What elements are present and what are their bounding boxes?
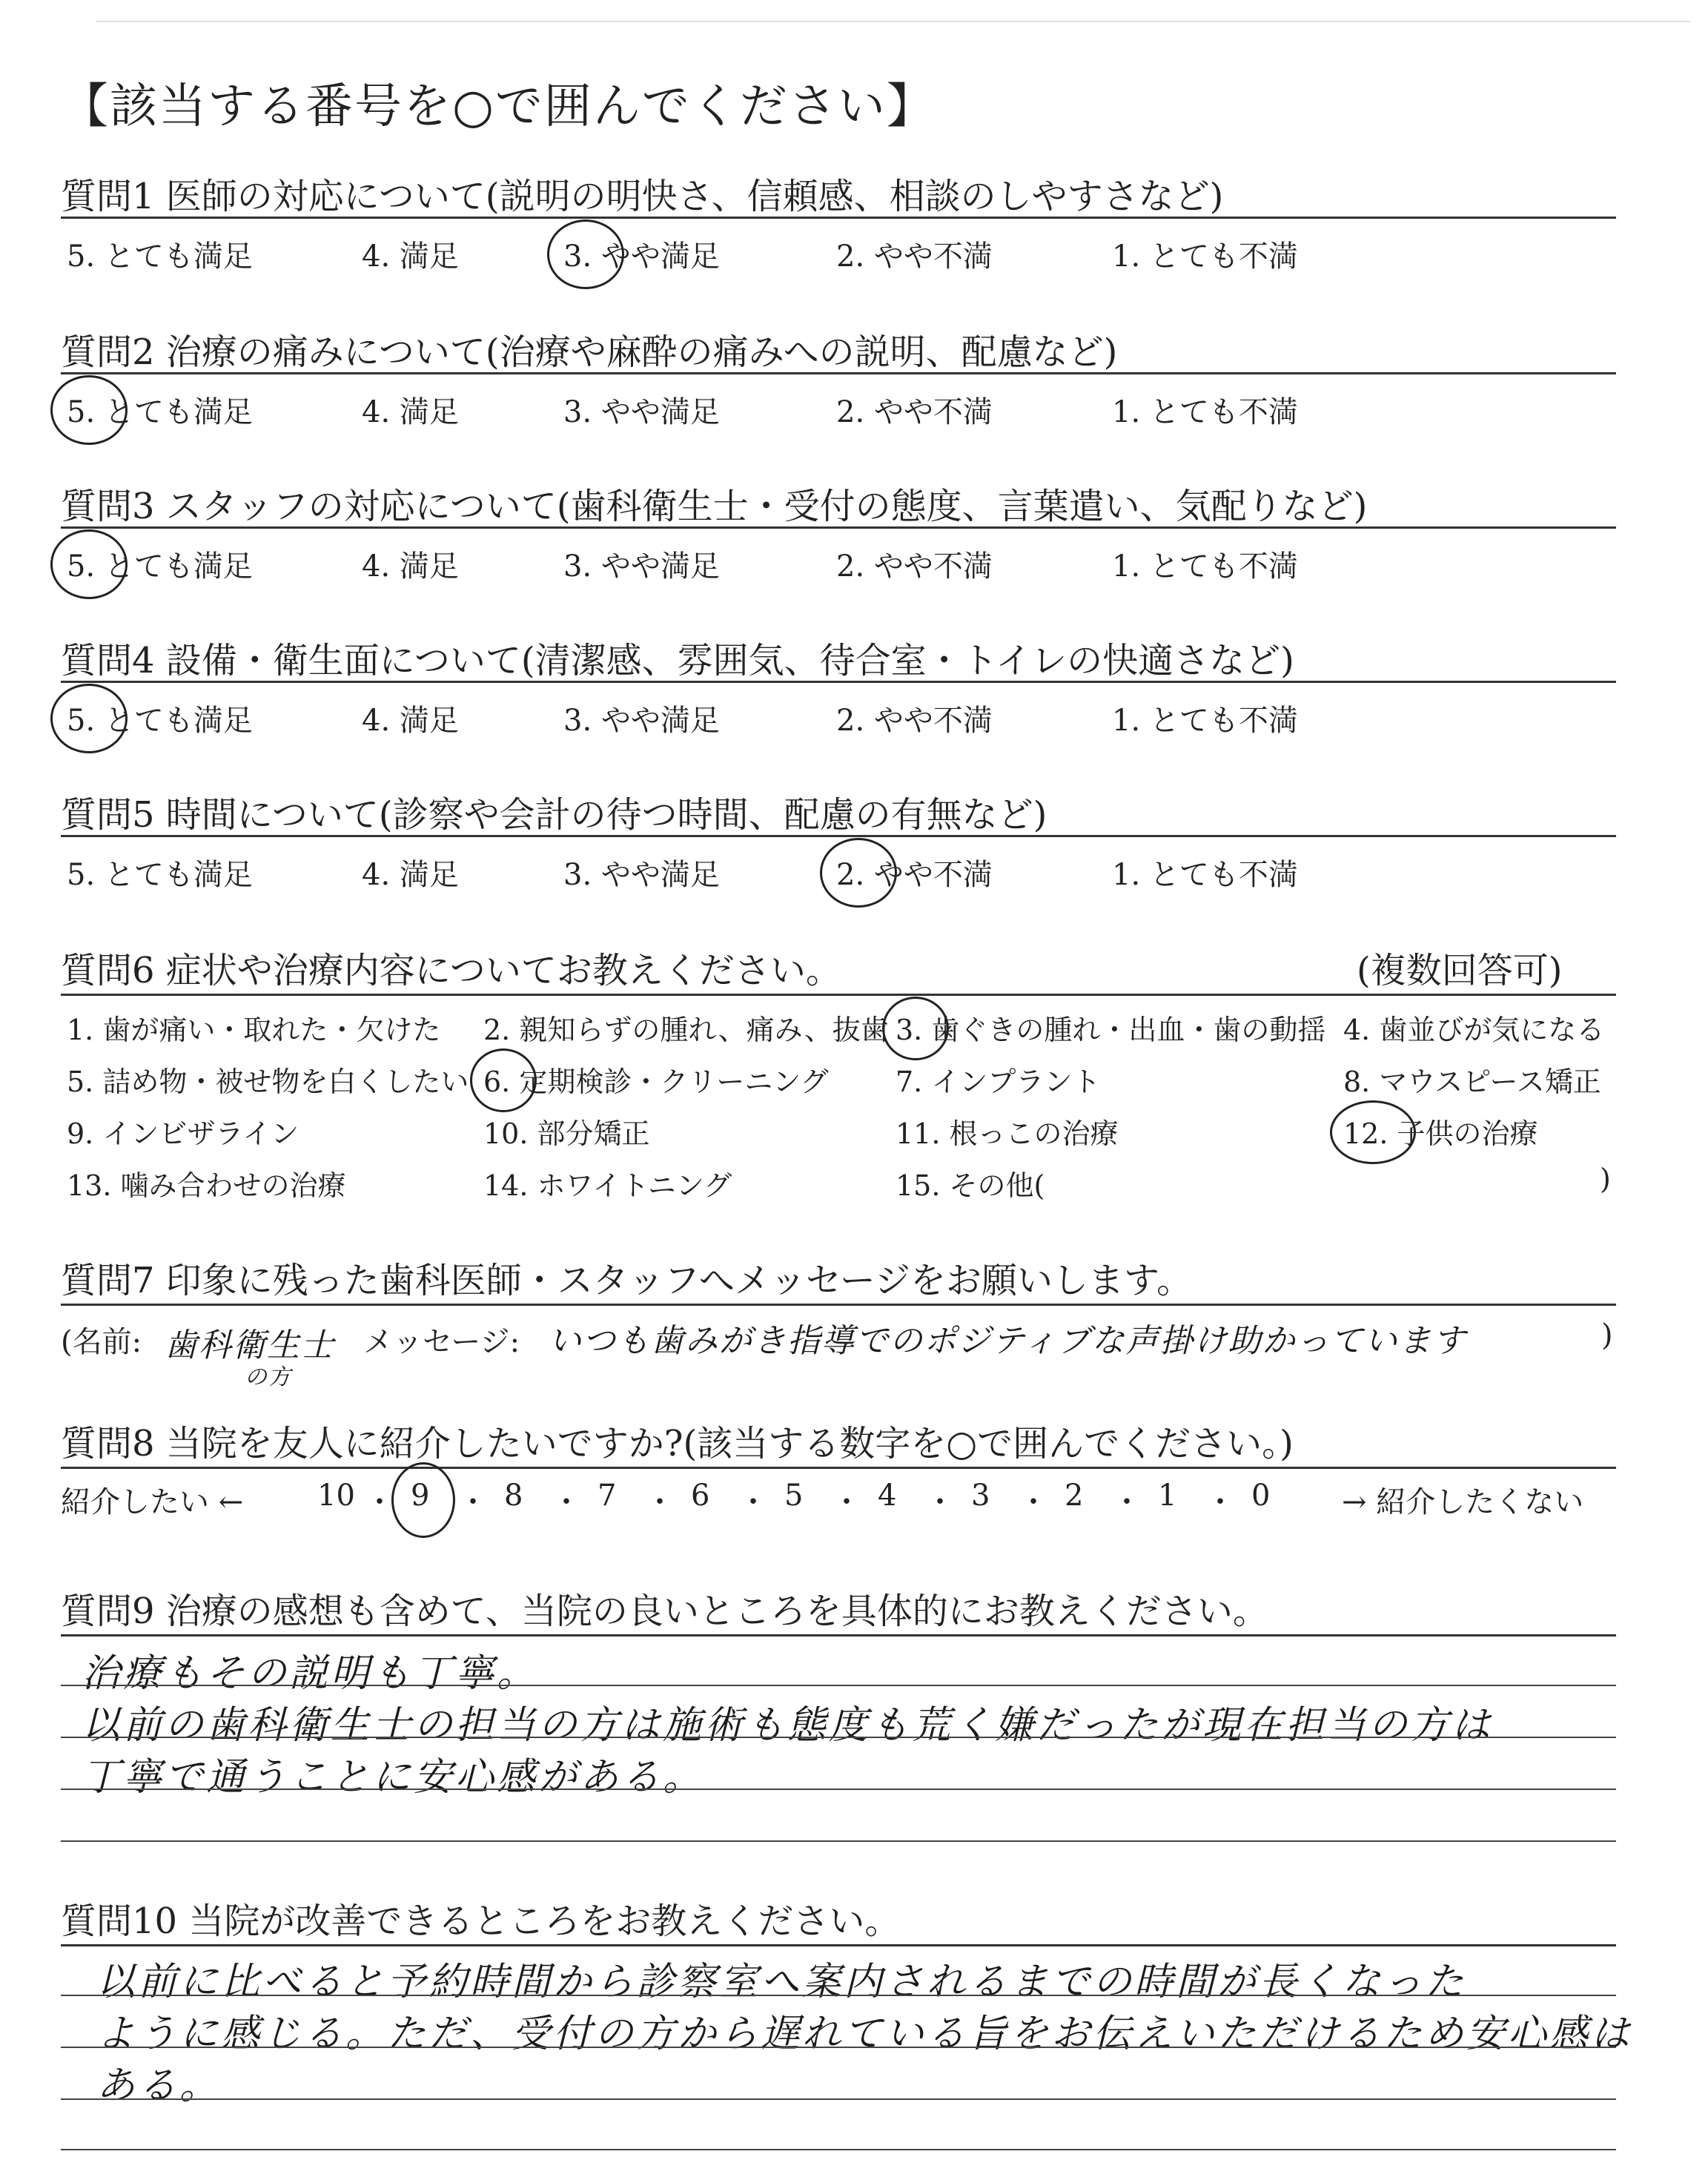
- q10-write-line: [61, 1995, 1616, 1996]
- q9-write-line: [61, 1840, 1616, 1842]
- q8-scale-9: 9: [411, 1479, 430, 1513]
- q9-answer-line: 以前の歯科衛生士の担当の方は施術も態度も荒く嫌だったが現在担当の方は: [82, 1703, 1494, 1748]
- q7-name-sub: の方: [245, 1364, 292, 1390]
- q8-scale-7: 7: [598, 1479, 617, 1513]
- q9-rule: [61, 1634, 1616, 1636]
- question-2-rule: [61, 372, 1616, 374]
- q10-answer-line: ように感じる。ただ、受付の方から遅れている旨をお伝えいただけるため安心感は: [96, 2012, 1633, 2056]
- q9-answer-line: 治療もその説明も丁寧。: [82, 1651, 539, 1696]
- q10-write-line: [61, 2047, 1616, 2048]
- q6-option: 9. インビザライン: [67, 1117, 299, 1150]
- q9-write-line: [61, 1737, 1616, 1738]
- q6-option: 12. 子供の治療: [1343, 1117, 1538, 1150]
- q7-message-value: いつも歯みがき指導でのポジティブな声掛け助かっています: [549, 1322, 1467, 1360]
- question-1-option-4: 4. 満足: [362, 240, 459, 274]
- q8-scale-separator: ・: [645, 1485, 675, 1519]
- question-4-selected-circle: [50, 684, 128, 753]
- q10-answer-line: ある。: [96, 2064, 222, 2108]
- q9-answer-line: 丁寧で通うことに安心感がある。: [82, 1755, 705, 1800]
- question-2-selected-circle: [50, 375, 128, 445]
- q6-option: 2. 親知らずの腫れ、痛み、抜歯: [483, 1014, 889, 1046]
- q8-right: → 紹介したくない: [1342, 1485, 1584, 1519]
- question-3-label: 質問3 スタッフの対応について(歯科衛生士・受付の態度、言葉遣い、気配りなど): [61, 486, 1368, 527]
- q6-option: 8. マウスピース矯正: [1343, 1066, 1601, 1098]
- question-3-option-3: 3. やや満足: [563, 549, 720, 584]
- page-title: 【該当する番号を○で囲んでください】: [61, 79, 936, 134]
- question-5-option-5: 5. とても満足: [67, 858, 253, 892]
- q6-rule: [61, 994, 1616, 996]
- q8-scale-5: 5: [784, 1479, 804, 1513]
- q10-write-line: [61, 2149, 1616, 2150]
- q8-selected-circle: [391, 1462, 455, 1538]
- question-1-option-2: 2. やや不満: [836, 240, 993, 274]
- question-1-option-5: 5. とても満足: [67, 240, 253, 274]
- q6-option: 5. 詰め物・被せ物を白くしたい: [67, 1066, 469, 1098]
- question-5-selected-circle: [820, 838, 897, 908]
- q7-rule: [61, 1304, 1616, 1306]
- q8-scale-6: 6: [691, 1479, 710, 1513]
- question-5-option-2: 2. やや不満: [836, 858, 993, 892]
- q6-option: 6. 定期検診・クリーニング: [483, 1066, 829, 1098]
- q6-option: 10. 部分矯正: [483, 1117, 650, 1150]
- question-4-option-4: 4. 満足: [362, 704, 459, 738]
- question-2-label: 質問2 治療の痛みについて(治療や麻酔の痛みへの説明、配慮など): [61, 331, 1118, 373]
- q9-write-line: [61, 1789, 1616, 1790]
- q6-option: 7. インプラント: [896, 1066, 1101, 1098]
- question-1-selected-circle: [547, 219, 624, 289]
- q8-scale-separator: ・: [925, 1485, 955, 1519]
- q8-scale-8: 8: [504, 1479, 523, 1513]
- q8-scale-separator: ・: [552, 1485, 581, 1519]
- question-3-selected-circle: [50, 529, 128, 599]
- q8-scale-separator: ・: [365, 1485, 394, 1519]
- q8-scale-separator: ・: [1019, 1485, 1048, 1519]
- question-5-option-3: 3. やや満足: [563, 858, 720, 892]
- question-5-option-4: 4. 満足: [362, 858, 459, 892]
- q10-rule: [61, 1944, 1616, 1946]
- q6-note: (複数回答可): [1357, 950, 1563, 991]
- top-border: [96, 21, 1690, 22]
- q8-rule: [61, 1467, 1616, 1469]
- q8-scale-10: 10: [317, 1479, 355, 1513]
- q6-selected-circle: [470, 1048, 537, 1112]
- q8-scale-0: 0: [1251, 1479, 1271, 1513]
- question-4-rule: [61, 681, 1616, 683]
- question-2-option-2: 2. やや不満: [836, 395, 993, 429]
- question-2-option-1: 1. とても不満: [1112, 395, 1298, 429]
- question-3-option-1: 1. とても不満: [1112, 549, 1298, 584]
- question-4-option-3: 3. やや満足: [563, 704, 720, 738]
- q6-label: 質問6 症状や治療内容についてお教えください。: [61, 950, 841, 991]
- q9-write-line: [61, 1685, 1616, 1686]
- q8-scale-1: 1: [1158, 1479, 1177, 1513]
- question-4-option-1: 1. とても不満: [1112, 704, 1298, 738]
- question-1-option-3: 3. やや満足: [563, 240, 720, 274]
- question-2-option-3: 3. やや満足: [563, 395, 720, 429]
- q6-selected-circle: [1330, 1100, 1416, 1164]
- q6-option: 3. 歯ぐきの腫れ・出血・歯の動揺: [896, 1014, 1326, 1046]
- q8-scale-separator: ・: [1112, 1485, 1142, 1519]
- q7-message-prefix: メッセージ:: [363, 1325, 520, 1359]
- q6-option: 4. 歯並びが気になる: [1343, 1014, 1605, 1046]
- question-2-option-4: 4. 満足: [362, 395, 459, 429]
- q6-option: 11. 根っこの治療: [896, 1117, 1119, 1150]
- q8-label: 質問8 当院を友人に紹介したいですか?(該当する数字を○で囲んでください。): [61, 1423, 1294, 1464]
- question-5-option-1: 1. とても不満: [1112, 858, 1298, 892]
- q6-option: ): [1600, 1163, 1611, 1195]
- q7-name-value: 歯科衛生士: [165, 1327, 335, 1364]
- q10-answer-line: 以前に比べると予約時間から診察室へ案内されるまでの時間が長くなった: [96, 1960, 1467, 2004]
- question-3-rule: [61, 526, 1616, 529]
- question-3-option-4: 4. 満足: [362, 549, 459, 584]
- q10-write-line: [61, 2098, 1616, 2100]
- question-4-option-2: 2. やや不満: [836, 704, 993, 738]
- q6-option: 14. ホワイトニング: [483, 1169, 732, 1202]
- q6-option: 15. その他(: [896, 1169, 1045, 1202]
- q8-scale-separator: ・: [1205, 1485, 1235, 1519]
- question-1-option-1: 1. とても不満: [1112, 240, 1298, 274]
- q6-option: 13. 噛み合わせの治療: [67, 1169, 346, 1202]
- question-5-rule: [61, 835, 1616, 837]
- q8-scale-separator: ・: [458, 1485, 488, 1519]
- q6-selected-circle: [882, 997, 949, 1060]
- question-1-rule: [61, 217, 1616, 219]
- question-4-label: 質問4 設備・衛生面について(清潔感、雰囲気、待合室・トイレの快適さなど): [61, 640, 1294, 681]
- q9-label: 質問9 治療の感想も含めて、当院の良いところを具体的にお教えください。: [61, 1591, 1268, 1632]
- q6-option: 1. 歯が痛い・取れた・欠けた: [67, 1014, 441, 1046]
- q8-scale-3: 3: [971, 1479, 990, 1513]
- q7-close: ): [1601, 1318, 1613, 1353]
- question-4-option-5: 5. とても満足: [67, 704, 253, 738]
- question-3-option-2: 2. やや不満: [836, 549, 993, 584]
- q8-left: 紹介したい ←: [61, 1485, 244, 1519]
- q8-scale-separator: ・: [832, 1485, 861, 1519]
- question-5-label: 質問5 時間について(診察や会計の待つ時間、配慮の有無など): [61, 794, 1047, 836]
- q8-scale-4: 4: [878, 1479, 897, 1513]
- q10-label: 質問10 当院が改善できるところをお教えください。: [61, 1900, 901, 1942]
- question-1-label: 質問1 医師の対応について(説明の明快さ、信頼感、相談のしやすさなど): [61, 176, 1224, 217]
- q8-scale-separator: ・: [738, 1485, 768, 1519]
- q7-label: 質問7 印象に残った歯科医師・スタッフへメッセージをお願いします。: [61, 1260, 1193, 1301]
- question-3-option-5: 5. とても満足: [67, 549, 253, 584]
- q7-name-prefix: (名前:: [61, 1325, 142, 1359]
- q8-scale-2: 2: [1065, 1479, 1084, 1513]
- question-2-option-5: 5. とても満足: [67, 395, 253, 429]
